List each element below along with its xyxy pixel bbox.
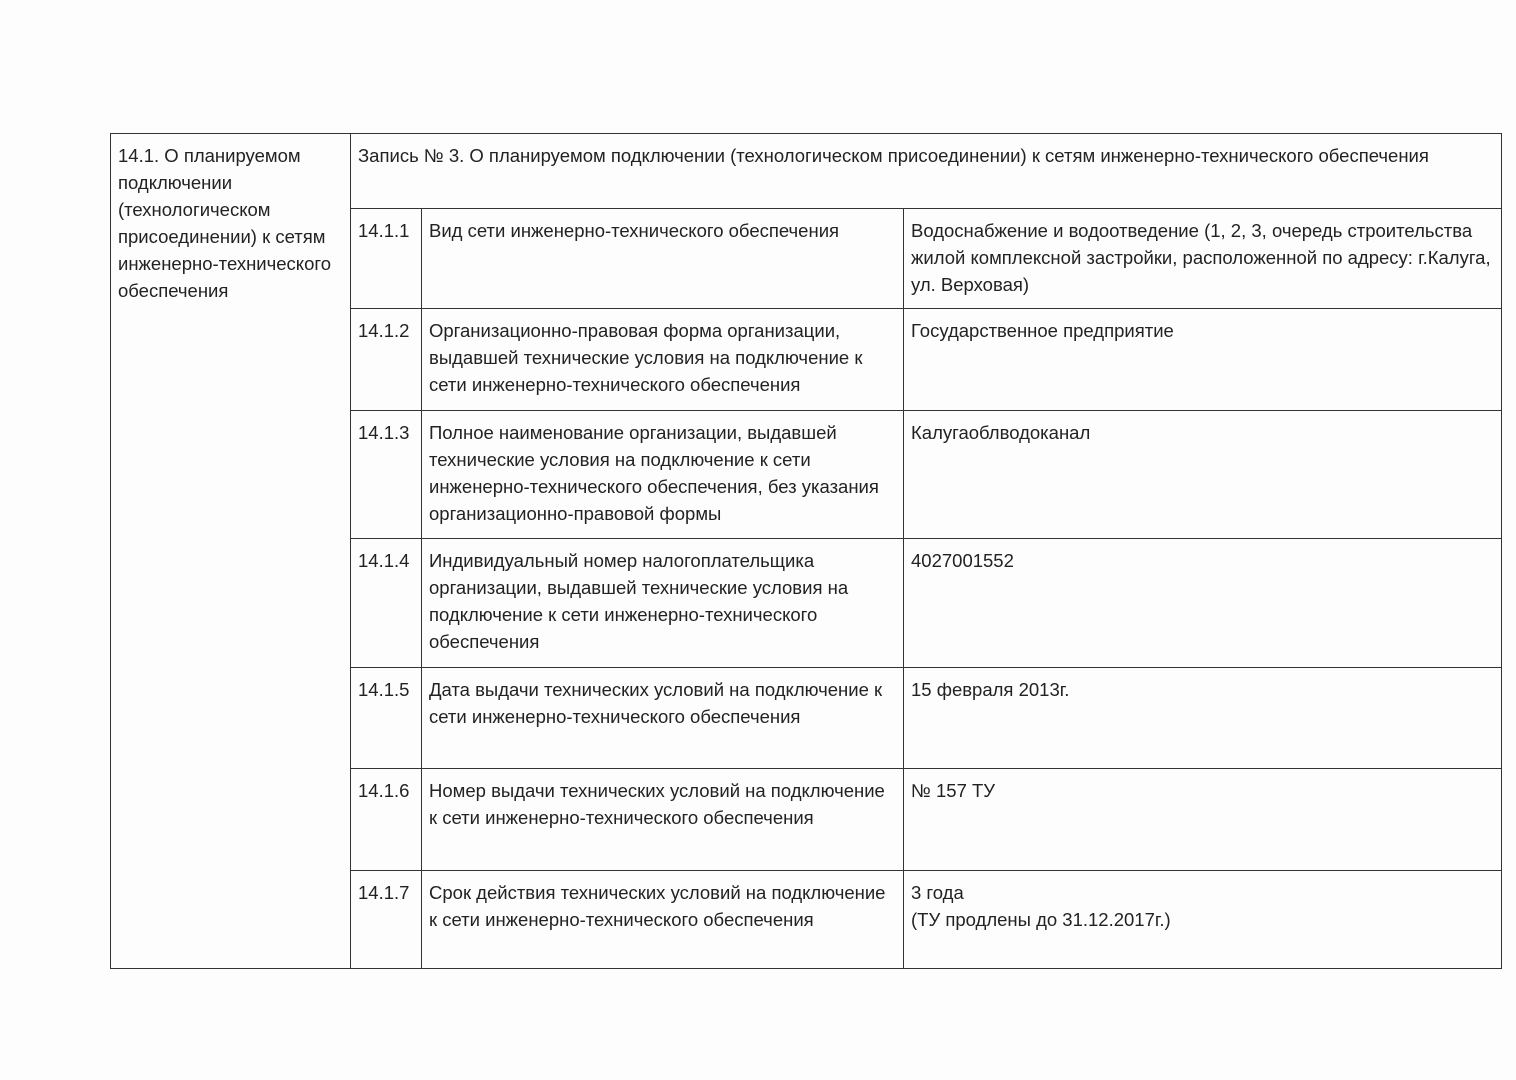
section-title: 14.1. О планируемом подключении (технологическом присоединении) к сетям инженерно-технического обеспечения [110,133,351,969]
row-value: Государственное предприятие [903,308,1502,411]
row-value: 4027001552 [903,538,1502,668]
row-number: 14.1.5 [350,667,422,769]
row-label: Индивидуальный номер налогоплательщика организации, выдавшей технические условия на подключение к сети инженерно-технического обеспечения [421,538,904,668]
row-value: 15 февраля 2013г. [903,667,1502,769]
row-number: 14.1.4 [350,538,422,668]
record-title: Запись № 3. О планируемом подключении (технологическом присоединении) к сетям инженерно-технического обеспечения [350,133,1502,209]
row-value: № 157 ТУ [903,768,1502,871]
row-label: Вид сети инженерно-технического обеспечения [421,208,904,309]
row-value: Калугаоблводоканал [903,410,1502,539]
row-number: 14.1.6 [350,768,422,871]
row-label: Организационно-правовая форма организации, выдавшей технические условия на подключение к сети инженерно-технического обеспечения [421,308,904,411]
row-label: Дата выдачи технических условий на подключение к сети инженерно-технического обеспечения [421,667,904,769]
row-value: Водоснабжение и водоотведение (1, 2, 3, очередь строительства жилой комплексной застройки, расположенной по адресу: г.Калуга, ул. Верховая) [903,208,1502,309]
row-label: Полное наименование организации, выдавшей технические условия на подключение к сети инженерно-технического обеспечения, без указания организационно-правовой формы [421,410,904,539]
row-label: Номер выдачи технических условий на подключение к сети инженерно-технического обеспечения [421,768,904,871]
row-number: 14.1.7 [350,870,422,969]
row-label: Срок действия технических условий на подключение к сети инженерно-технического обеспечения [421,870,904,969]
row-number: 14.1.3 [350,410,422,539]
row-value: 3 года (ТУ продлены до 31.12.2017г.) [903,870,1502,969]
row-number: 14.1.1 [350,208,422,309]
row-number: 14.1.2 [350,308,422,411]
